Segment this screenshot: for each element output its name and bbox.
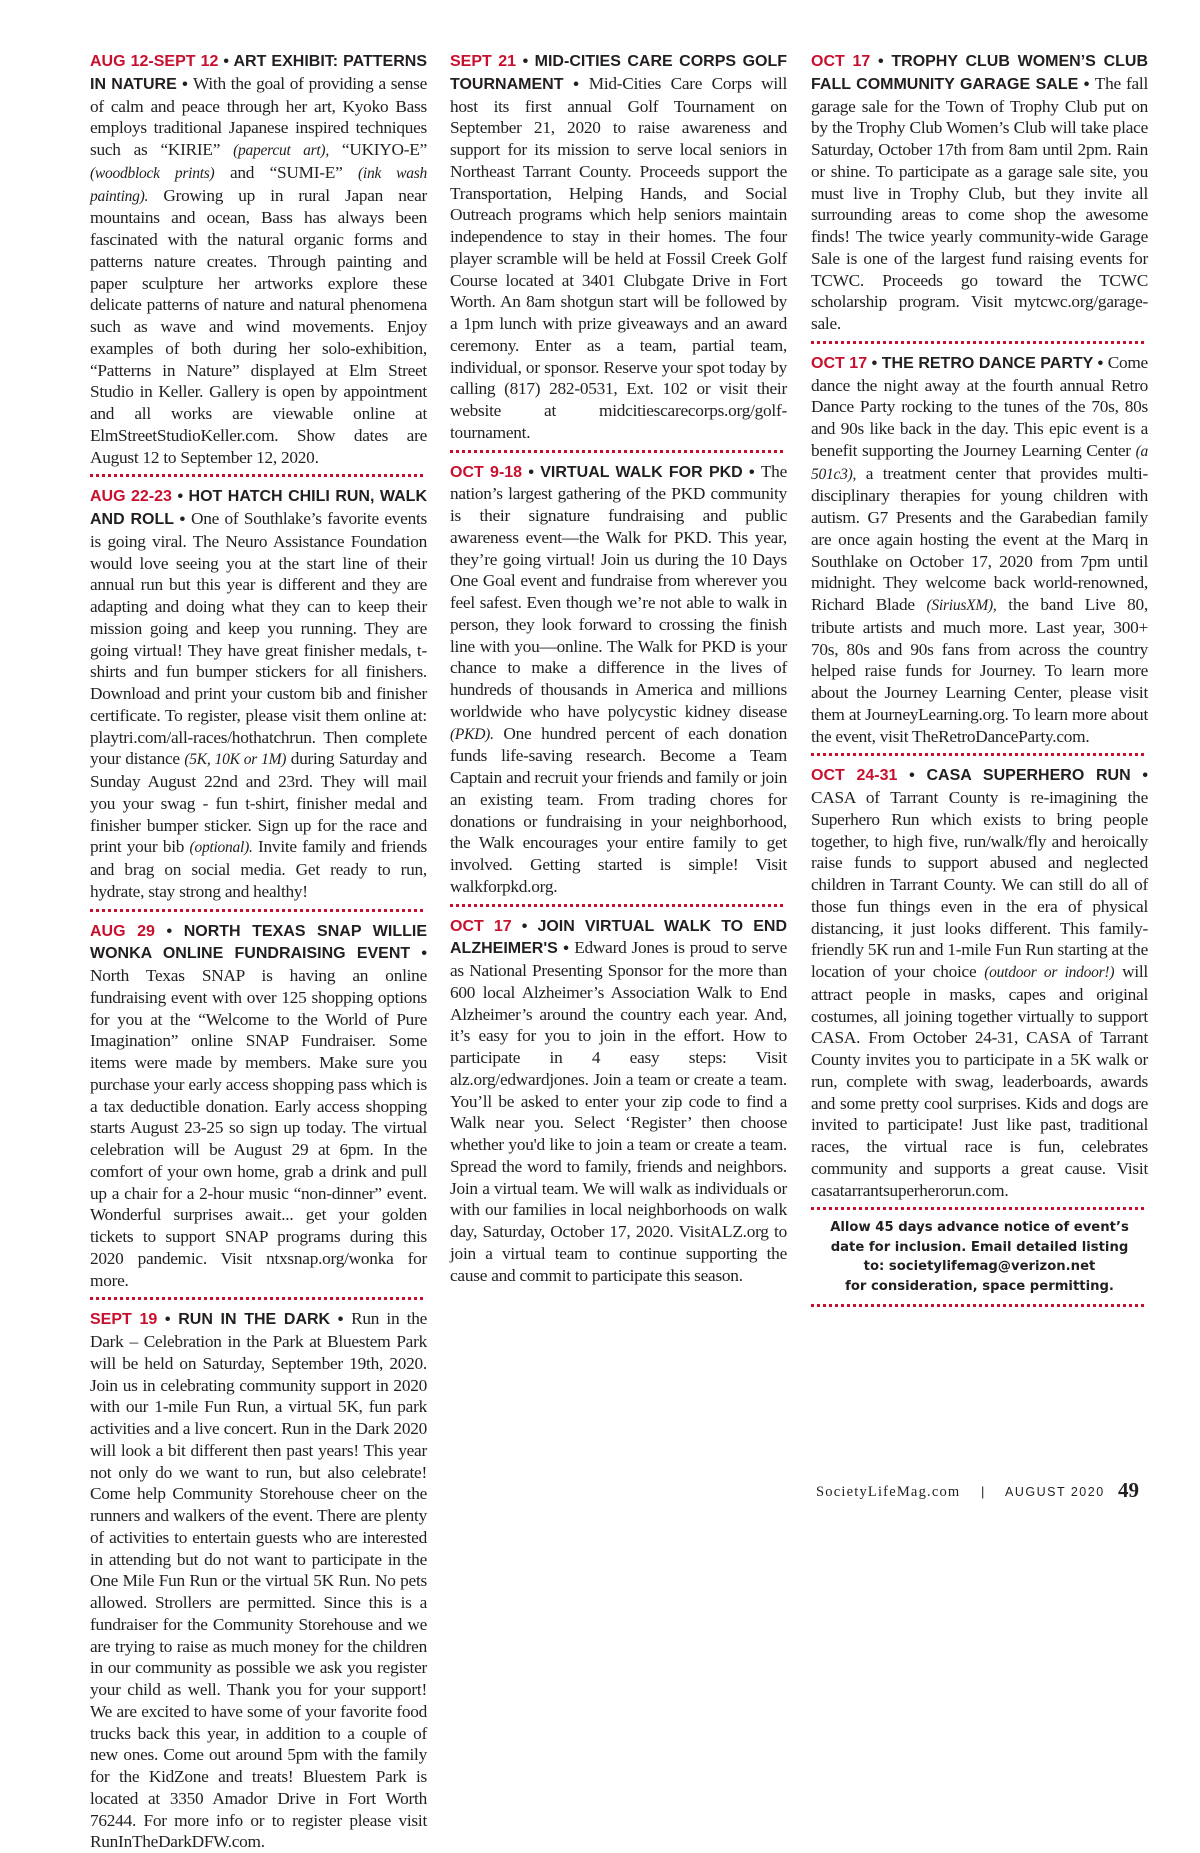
bullet-separator: • <box>563 75 589 93</box>
event-listing <box>450 50 787 444</box>
event-separator <box>90 474 423 477</box>
event-description-italic: (a 501c3), <box>811 442 1148 483</box>
event-description-italic: (optional). <box>189 839 253 857</box>
event-date: OCT 17 <box>450 917 512 935</box>
event-listing <box>90 920 427 1292</box>
event-description: One hundred percent of each donation funds life-saving research. Become a Team Captain and recruit your friends and family or join an existing team. From trading chores for donations or fundraising in your neighborhood, the Walk encourages your entire family to get involved. Getting started is simple! Visit walkforpkd.org. <box>450 723 787 896</box>
event-title: CASA SUPERHERO RUN <box>926 767 1131 785</box>
bullet-separator: • <box>176 75 193 93</box>
event-separator <box>90 1297 423 1300</box>
event-date: SEPT 19 <box>90 1311 158 1329</box>
event-title: TROPHY CLUB WOMEN’S CLUB FALL COMMUNITY GARAGE SALE <box>811 53 1149 93</box>
bullet-separator: • <box>1130 767 1148 785</box>
event-description: a treatment center that provides multi-disciplinary therapies for young children with autism. G7 Presents and the Garabedian family are once again hosting the event at the Marq in Southlake on October 17, 2020 from 7pm until midnight. They welcome back world-renowned, Richard Blade <box>811 463 1148 614</box>
event-description: Edward Jones is proud to serve as National Presenting Sponsor for the more than 600 local Alzheimer’s Association Walk to End Alzheimer’s around the country each year. And, it’s easy for you to join in the effort. How to participate in 4 easy steps: Visit alz.org/edwardjones. Join a team or create a team. You’ll be asked to enter your zip code to find a Walk near you. Select ‘Register’ then choose whether you'd like to join a team or create a team. Spread the word to family, friends and neighbors. Join a virtual team. We will walk as individuals or with our families in local neighborhoods on walk day, Saturday, October 17, 2020. VisitALZ.org to join a virtual team to continue supporting the cause and commit to participate this season. <box>450 938 787 1285</box>
notice-line: date for inclusion. Email detailed listing <box>830 1239 1129 1255</box>
column-3 <box>811 50 1148 1315</box>
event-title: MID-CITIES CARE CORPS GOLF TOURNAMENT <box>450 53 787 93</box>
event-listing <box>90 485 427 902</box>
event-date: OCT 24-31 <box>811 767 898 785</box>
event-description: CASA of Tarrant County is re-imagining the Superhero Run which exists to bring people together, to high five, run/walk/fly and heroically raise funds to support abused and neglected children in Tarrant County. We can still do all of those fun things even in the era of physical distancing, it just looks different. This family-friendly 5K run and 1-mile Fun Run starting at the location of your choice <box>811 788 1148 981</box>
bullet-separator: • <box>171 488 189 506</box>
event-title: JOIN VIRTUAL WALK TO END ALZHEIMER'S <box>450 917 788 958</box>
bullet-separator: • <box>516 53 535 70</box>
bullet-separator: • <box>870 53 892 70</box>
event-description-italic: (PKD). <box>450 725 494 743</box>
event-listing <box>450 461 787 898</box>
event-description: the band Live 80, tribute artists and much more. Last year, 300+ 70s, 80s and 90s fans from across the country helped raise funds for Journey. To learn more about the Journey Learning Center, please visit them at JourneyLearning.org. To learn more about the event, visit TheRetroDanceParty.com. <box>811 595 1148 746</box>
event-description: “UKIYO-E” <box>328 140 427 159</box>
event-description: during Saturday and Sunday August 22nd and 23rd. They will mail you your swag - fun t-shirt, finisher medal and finisher bumper sticker. Sign up for the race and print your bib <box>90 749 427 857</box>
bullet-separator: • <box>157 1311 179 1329</box>
event-description: The nation’s largest gathering of the PKD community is their signature fundraising and public awareness event—the Walk for PKD. This year, they’re going virtual! Join us during the 10 Days One Goal event and fundraise from wherever you feel safest. Even though we’re not able to walk in person, they look forward to crossing the finish line with you—online. The Walk for PKD is your chance to make a difference in the lives of hundreds of thousands in America and millions worldwide who have polycystic kidney disease <box>450 461 787 721</box>
event-separator <box>811 753 1144 756</box>
event-title: HOT HATCH CHILI RUN, WALK AND ROLL <box>90 488 428 528</box>
event-description-italic: (SiriusXM), <box>926 597 997 614</box>
event-description: Invite family and friends and brag on social media. Get ready to run, hydrate, stay strong and healthy! <box>90 837 428 901</box>
event-listing <box>811 764 1148 1201</box>
event-description: Mid-Cities Care Corps will host its first annual Golf Tournament on September 21, 2020 to raise awareness and support for its mission to serve local seniors in Northeast Tarrant County. Proceeds support the Transportation, Helping Hands, and Social Outreach programs which help seniors maintain independence to stay in their homes. The four player scramble will be held at Fossil Creek Golf Course located at 3401 Clubgate Drive in Fort Worth. An 8am shotgun start will be followed by a 1pm lunch with prize giveaways and an award ceremony. Enter as a team, partial team, individual, or sponsor. Reserve your spot today by calling (817) 282-0531, Ext. 102 or visit their website at midcitiescarecorps.org/golf-tournament. <box>450 73 787 442</box>
column-2 <box>450 50 787 1286</box>
event-date: OCT 17 <box>811 53 871 70</box>
event-description: Run in the Dark – Celebration in the Park at Bluestem Park will be held on Saturday, September 19th, 2020. Join us in celebrating community support in 2020 with our 1-mile Fun Run, a virtual 5K, fun park activities and a live concert. Run in the Dark 2020 will look a bit different then past years! This year not only do we want to run, but also celebrate! Come help Community Storehouse cheer on the runners and walkers of the event. There are plenty of activities to entertain guests who are interested in attending but do not want to participate in the One Mile Fun Run or the virtual 5K Run. No pets allowed. Strollers are permitted. Since this is a fundraiser for the Community Storehouse and we are trying to raise as much money for the children in our community as possible we ask you register your child as well. Thank you for your support! We are excited to have some of your favorite food trucks back this year, in addition to a couple of new ones. Come out around 5pm with the family for the KidZone and treats! Bluestem Park is located at 3350 Amador Drive in Fort Worth 76244. For more info or to register please visit RunInTheDarkDFW.com. <box>90 1309 428 1852</box>
bullet-separator: • <box>410 945 427 963</box>
event-listing <box>811 50 1148 335</box>
event-description-italic: (papercut art), <box>233 142 329 159</box>
event-date: AUG 29 <box>90 922 155 940</box>
event-date: OCT 9-18 <box>450 463 523 481</box>
bullet-separator: • <box>218 53 234 70</box>
footer-separator: | <box>981 1484 985 1499</box>
event-date: AUG 22-23 <box>90 488 172 506</box>
event-description: Growing up in rural Japan near mountains and ocean, Bass has always been fascinated with the natural organic forms and patterns nature creates. Through painting and paper sculpture her artworks explore these delicate patterns of nature and natural phenomena such as wave and wind movements. Enjoy examples of both during her solo-exhibition, “Patterns in Nature” displayed at Elm Street Studio in Keller. Gallery is open by appointment and all works are viewable online at ElmStreetStudioKeller.com. Show dates are August 12 to September 12, 2020. <box>90 185 427 467</box>
event-separator <box>450 450 783 453</box>
event-separator <box>90 909 423 912</box>
bullet-separator: • <box>867 354 882 372</box>
notice-separator-top <box>811 1207 1144 1210</box>
event-description-italic: (outdoor or indoor!) <box>984 964 1115 981</box>
event-title: ART EXHIBIT: PATTERNS IN NATURE <box>90 53 428 93</box>
notice-line: for consideration, space permitting. <box>845 1278 1114 1294</box>
footer-issue-date: AUGUST 2020 <box>1005 1485 1105 1499</box>
event-listing <box>450 915 787 1287</box>
event-date: OCT 17 <box>811 354 868 372</box>
event-description: North Texas SNAP is having an online fundraising event with over 125 shopping options for you at the “Welcome to the World of Pure Imagination” online SNAP Fundraiser. Some items were made by members. Make sure you purchase your early access shopping pass which is a tax deductible donation. Early access shopping starts August 23-25 so sign up today. The virtual celebration will be August 29 at 6pm. In the comfort of your own home, grab a drink and pull up a chair for a 2-hour music “non-dinner” event. Wonderful surprises await... get your golden tickets to support SNAP programs during this 2020 pandemic. Visit ntxsnap.org/wonka for more. <box>90 966 427 1290</box>
event-separator <box>450 904 783 907</box>
event-title: NORTH TEXAS SNAP WILLIE WONKA ONLINE FUNDRAISING EVENT <box>90 922 428 963</box>
bullet-separator: • <box>1093 354 1108 372</box>
bullet-separator: • <box>154 922 184 940</box>
notice-line: Allow 45 days advance notice of event’s <box>830 1220 1129 1236</box>
event-date: AUG 12-SEPT 12 <box>90 53 219 70</box>
notice-separator-bottom <box>811 1304 1144 1307</box>
column-1 <box>90 50 427 1853</box>
event-listing <box>811 352 1148 748</box>
event-separator <box>811 341 1144 344</box>
bullet-separator: • <box>1078 75 1095 93</box>
bullet-separator: • <box>330 1311 352 1329</box>
event-description-italic: (5K, 10K or 1M) <box>184 751 287 769</box>
event-description: One of Southlake’s favorite events is going viral. The Neuro Assistance Foundation would love seeing you at the start line of their annual run but this year is different and they are adapting and doing what they can to keep their mission going and keep you running. They are going virtual! They have great finisher medals, t-shirts and fun bumper stickers for all finishers. Download and print your custom bib and finisher certificate. To register, please visit them online at: playtri.com/all-races/hothatchrun. Then complete your distance <box>90 509 427 769</box>
footer-website: SocietyLifeMag.com <box>816 1484 961 1500</box>
event-title: VIRTUAL WALK FOR PKD <box>540 463 743 481</box>
event-description-italic: (woodblock prints) <box>90 164 215 182</box>
bullet-separator: • <box>522 463 541 481</box>
event-description: and “SUMI-E” <box>214 162 358 182</box>
page-footer <box>812 1480 1152 1506</box>
event-description: Come dance the night away at the fourth annual Retro Dance Party rocking to the tunes of the 70s, 80s and 90s like back in the day. This epic event is a benefit supporting the Journey Learning Center <box>811 352 1148 460</box>
bullet-separator: • <box>742 463 761 481</box>
event-date: SEPT 21 <box>450 53 517 70</box>
event-listing <box>90 1308 427 1853</box>
event-title: THE RETRO DANCE PARTY <box>881 354 1094 372</box>
event-description: The fall garage sale for the Town of Trophy Club put on by the Trophy Club Women’s Club will take place Saturday, October 17th from 8am until 2pm. Rain or shine. To participate as a garage sale site, you must live in Trophy Club, but they invite all surrounding areas to come shop the awesome finds! The twice yearly community-wide Garage Sale is one of the largest fund raising events for TCWC. Proceeds go toward the TCWC scholarship program. Visit mytcwc.org/garage-sale. <box>811 73 1148 333</box>
submission-notice <box>811 1218 1148 1296</box>
event-description-italic: (ink wash painting). <box>90 164 428 205</box>
column-3-entries <box>811 50 1148 1201</box>
page-number: 49 <box>1118 1478 1139 1502</box>
bullet-separator: • <box>897 767 927 785</box>
bullet-separator: • <box>557 940 575 958</box>
event-description: With the goal of providing a sense of calm and peace through her art, Kyoko Bass employs traditional Japanese inspired techniques such as “KIRIE” <box>90 73 427 159</box>
bullet-separator: • <box>173 511 191 528</box>
notice-email-line: to: societylifemag@verizon.net <box>863 1259 1096 1275</box>
event-title: RUN IN THE DARK <box>178 1311 331 1329</box>
event-listing <box>90 50 427 468</box>
event-description: will attract people in masks, capes and original costumes, all joining together virtually to support CASA. From October 24-31, CASA of Tarrant County invites you to participate in a 5K walk or run, complete with swag, leaderboards, awards and some pretty cool surprises. Kids and dogs are invited to participate! Just like past, traditional races, the virtual race is fun, celebrates community and supports a great cause. Visit casatarrantsuperherorun.com. <box>811 962 1148 1200</box>
bullet-separator: • <box>511 917 538 935</box>
